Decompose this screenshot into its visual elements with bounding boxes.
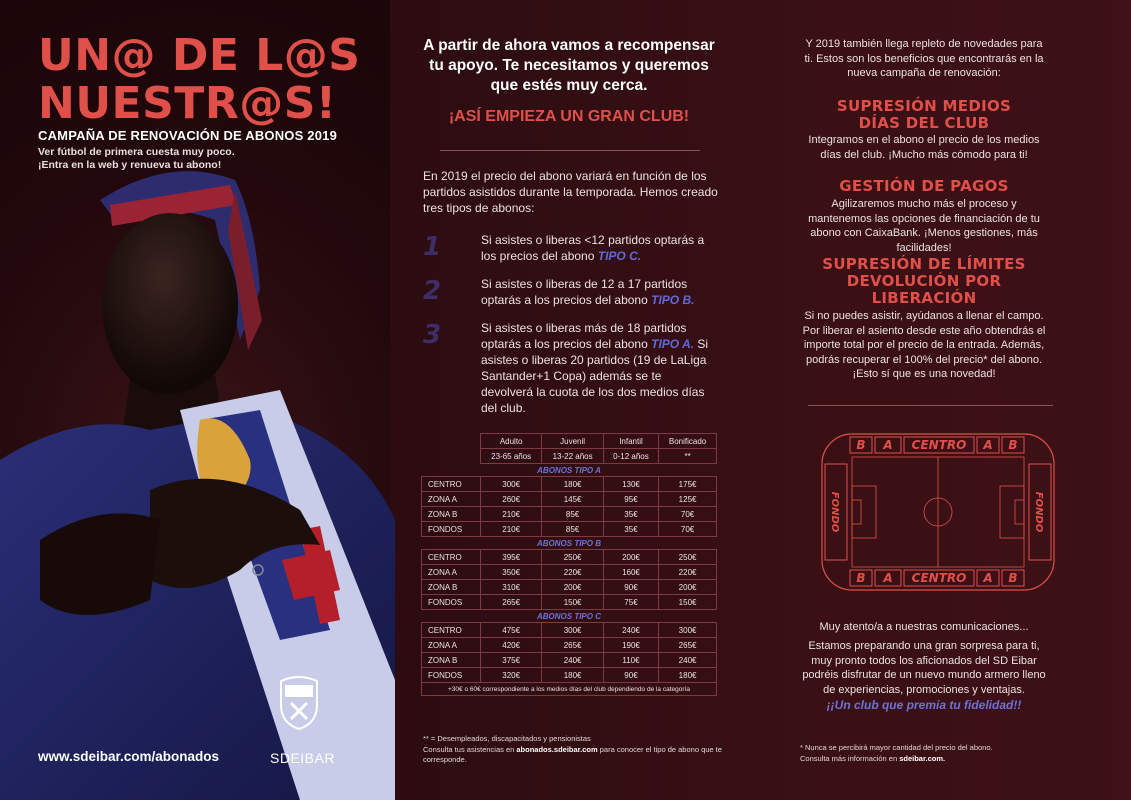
price-cell: 175€ xyxy=(659,477,717,492)
table-row xyxy=(422,623,717,638)
price-cell: 145€ xyxy=(542,492,603,507)
price-cell: 90€ xyxy=(603,668,658,683)
stand-centro: CENTRO xyxy=(911,571,967,585)
blank-cell xyxy=(422,449,481,464)
note-line-1: * Nunca se percibirá mayor cantidad del precio del abono. xyxy=(800,743,993,752)
price-cell: 300€ xyxy=(480,477,541,492)
stand-b: B xyxy=(856,571,866,585)
price-cell: 180€ xyxy=(542,477,603,492)
benefit-title-line: DÍAS DEL CLUB xyxy=(858,114,990,132)
step-number: 3 xyxy=(423,320,442,350)
table-header-row xyxy=(422,434,717,449)
closing-slogan: ¡¡Un club que premia tu fidelidad!! xyxy=(826,698,1022,712)
benefit-title-line: SUPRESIÓN DE LÍMITES xyxy=(822,255,1026,273)
brand-wordmark: SDEIBAR xyxy=(270,750,335,766)
sd-eibar-crest-icon xyxy=(277,675,321,731)
zone-label: CENTRO xyxy=(422,477,481,492)
divider xyxy=(440,150,700,151)
tipo-label: TIPO B. xyxy=(651,293,695,307)
fan-photo xyxy=(0,160,395,800)
benefit-title-line: LIBERACIÓN xyxy=(871,289,977,307)
section-title-row xyxy=(422,610,717,623)
note-line-1: ** = Desempleados, discapacitados y pensionistas xyxy=(423,734,591,743)
stand-a: A xyxy=(983,571,993,585)
headline xyxy=(38,32,368,128)
price-cell: 190€ xyxy=(603,638,658,653)
price-cell: 250€ xyxy=(659,550,717,565)
surprise-text: Estamos preparando una gran sorpresa para ti, muy pronto todos los aficionados del SD Eibar podréis disfrutar de un nuevo mundo armero lleno de experiencias, promociones y ventajas. xyxy=(802,640,1046,696)
note-line-2 xyxy=(423,745,723,766)
price-cell: 70€ xyxy=(659,507,717,522)
step-text xyxy=(481,320,713,416)
stand-fondo-left: FONDO xyxy=(829,491,840,533)
table-row xyxy=(422,565,717,580)
tipo-label: TIPO A. xyxy=(651,337,695,351)
price-cell: 90€ xyxy=(603,580,658,595)
price-cell: 210€ xyxy=(480,522,541,537)
price-cell: 125€ xyxy=(659,492,717,507)
zone-label: FONDOS xyxy=(422,668,481,683)
stand-b: B xyxy=(1008,571,1018,585)
step-description: Si asistes o liberas más de 18 partidos optarás a los precios del abono xyxy=(481,321,687,351)
tipo-label: TIPO C. xyxy=(597,249,642,263)
campaign-title: CAMPAÑA DE RENOVACIÓN DE ABONOS 2019 xyxy=(38,128,338,143)
stand-b: B xyxy=(856,438,866,452)
stadium-map xyxy=(820,432,1056,592)
section-title: ABONOS TIPO A xyxy=(537,465,601,475)
price-cell: 320€ xyxy=(480,668,541,683)
table-row xyxy=(422,507,717,522)
step-extra: Si asistes o liberas 20 partidos (19 de LaLiga Santander+1 Copa) además se te devolverá la cuota de los dos medios días del club. xyxy=(481,337,709,415)
column-header: Bonificado xyxy=(659,434,717,449)
price-cell: 300€ xyxy=(659,623,717,638)
column-header: Infantil xyxy=(603,434,658,449)
age-range: 23-65 años xyxy=(480,449,541,464)
campaign-subtitle xyxy=(38,146,235,172)
price-cell: 200€ xyxy=(542,580,603,595)
intro-text xyxy=(418,36,720,96)
abonados-link[interactable]: www.sdeibar.com/abonados xyxy=(38,749,220,764)
column-header: Juvenil xyxy=(542,434,603,449)
price-cell: 300€ xyxy=(542,623,603,638)
zone-label: ZONA B xyxy=(422,580,481,595)
zone-label: FONDOS xyxy=(422,595,481,610)
zone-label: CENTRO xyxy=(422,550,481,565)
step-description: Si asistes o liberas <12 partidos optarás a los precios del abono xyxy=(481,233,705,263)
age-range: ** xyxy=(659,449,717,464)
subtitle-line-2: ¡Entra en la web y renueva tu abono! xyxy=(38,159,222,171)
price-cell: 240€ xyxy=(542,653,603,668)
zone-label: ZONA B xyxy=(422,507,481,522)
price-cell: 110€ xyxy=(603,653,658,668)
section-title-row xyxy=(422,464,717,477)
right-notes xyxy=(800,743,1060,764)
table-row xyxy=(422,580,717,595)
slogan: ¡ASÍ EMPIEZA UN GRAN CLUB! xyxy=(448,108,690,125)
price-cell: 85€ xyxy=(542,522,603,537)
table-row xyxy=(422,653,717,668)
intro-line-1: A partir de ahora vamos a recompensar xyxy=(423,37,715,54)
price-cell: 35€ xyxy=(603,507,658,522)
section-title: ABONOS TIPO C xyxy=(536,611,601,621)
stand-fondo-right: FONDO xyxy=(1033,491,1044,533)
left-column xyxy=(0,0,395,800)
benefit-2-text: Agilizaremos mucho más el proceso y mantenemos las opciones de financiación de tu abono con CaixaBank. ¡Menos gestiones, más facilidades! xyxy=(808,198,1040,254)
zone-label: ZONA A xyxy=(422,565,481,580)
stand-a: A xyxy=(983,438,993,452)
price-cell: 310€ xyxy=(480,580,541,595)
stand-a: A xyxy=(883,571,893,585)
zone-label: ZONA A xyxy=(422,638,481,653)
price-cell: 85€ xyxy=(542,507,603,522)
price-cell: 240€ xyxy=(603,623,658,638)
note-text: Consulta más información en xyxy=(800,753,900,763)
headline-line-2: NUESTR@S! xyxy=(38,78,337,129)
asistencias-link[interactable]: abonados.sdeibar.com xyxy=(516,744,598,754)
price-cell: 265€ xyxy=(659,638,717,653)
stand-a: A xyxy=(883,438,893,452)
table-row xyxy=(422,550,717,565)
table-row xyxy=(422,477,717,492)
benefit-title-line: DEVOLUCIÓN POR xyxy=(846,272,1002,290)
price-cell: 240€ xyxy=(659,653,717,668)
price-cell: 35€ xyxy=(603,522,658,537)
price-cell: 350€ xyxy=(480,565,541,580)
table-footnote-row xyxy=(422,683,717,696)
benefit-1-title xyxy=(800,98,1048,132)
zone-label: ZONA A xyxy=(422,492,481,507)
subtitle-line-1: Ver fútbol de primera cuesta muy poco. xyxy=(38,146,235,158)
benefit-title-line: SUPRESIÓN MEDIOS xyxy=(836,97,1012,115)
table-row xyxy=(422,522,717,537)
section-title: ABONOS TIPO B xyxy=(536,538,601,548)
price-cell: 265€ xyxy=(542,638,603,653)
novedades-intro: Y 2019 también llega repleto de novedades para ti. Estos son los beneficios que encontrarás en la nueva campaña de renovación: xyxy=(804,38,1044,79)
divider xyxy=(808,405,1053,406)
table-row xyxy=(422,595,717,610)
price-cell: 200€ xyxy=(659,580,717,595)
price-cell: 70€ xyxy=(659,522,717,537)
headline-line-1: UN@ DE L@S xyxy=(38,30,361,81)
price-cell: 200€ xyxy=(603,550,658,565)
zone-label: FONDOS xyxy=(422,522,481,537)
age-range: 13-22 años xyxy=(542,449,603,464)
price-cell: 160€ xyxy=(603,565,658,580)
table-row xyxy=(422,638,717,653)
section-title-row xyxy=(422,537,717,550)
price-cell: 220€ xyxy=(659,565,717,580)
price-table xyxy=(421,433,717,696)
benefit-3-text: Si no puedes asistir, ayúdanos a llenar el campo. Por liberar el asiento desde este año obtendrás el importe total por el precio de la entrada. Además, podrás recuperar el 100% del precio* del abono. ¡Esto sí que es una novedad! xyxy=(802,310,1046,380)
price-cell: 180€ xyxy=(542,668,603,683)
price-cell: 130€ xyxy=(603,477,658,492)
pitch xyxy=(852,457,1024,567)
price-cell: 220€ xyxy=(542,565,603,580)
price-cell: 420€ xyxy=(480,638,541,653)
price-cell: 475€ xyxy=(480,623,541,638)
note-text: Consulta tus asistencias en xyxy=(423,744,517,754)
price-cell: 75€ xyxy=(603,595,658,610)
column-header: Adulto xyxy=(480,434,541,449)
price-cell: 95€ xyxy=(603,492,658,507)
table-age-row xyxy=(422,449,717,464)
age-range: 0-12 años xyxy=(603,449,658,464)
table-footnote: +30€ o 60€ correspondiente a los medios días del club dependiendo de la categoría xyxy=(422,683,717,696)
intro-line-3: que estés muy cerca. xyxy=(490,77,648,94)
stand-centro: CENTRO xyxy=(911,438,967,452)
price-cell: 265€ xyxy=(480,595,541,610)
price-cell: 260€ xyxy=(480,492,541,507)
zone-label: ZONA B xyxy=(422,653,481,668)
blank-cell xyxy=(422,434,481,449)
note-text: para conocer el tipo de abono que te corresponde. xyxy=(423,744,722,764)
sdeibar-link[interactable]: sdeibar.com. xyxy=(899,753,946,763)
step-text xyxy=(481,276,713,308)
table-row xyxy=(422,668,717,683)
attention-text: Muy atento/a a nuestras comunicaciones... xyxy=(819,621,1029,633)
benefit-3-title xyxy=(800,256,1048,307)
price-cell: 210€ xyxy=(480,507,541,522)
step-text xyxy=(481,232,713,264)
price-cell: 150€ xyxy=(659,595,717,610)
price-cell: 375€ xyxy=(480,653,541,668)
zone-label: CENTRO xyxy=(422,623,481,638)
price-cell: 395€ xyxy=(480,550,541,565)
benefit-1-text: Integramos en el abono el precio de los medios días del club. ¡Mucho más cómodo para ti! xyxy=(808,134,1040,161)
table-notes xyxy=(423,734,723,766)
table-row xyxy=(422,492,717,507)
step-description: Si asistes o liberas de 12 a 17 partidos optarás a los precios del abono xyxy=(481,277,688,307)
pricing-paragraph: En 2019 el precio del abono variará en función de los partidos asistidos durante la temporada. Hemos creado tres tipos de abonos: xyxy=(423,169,718,215)
note-line-2 xyxy=(800,754,1060,765)
intro-line-2: tu apoyo. Te necesitamos y queremos xyxy=(429,57,709,74)
step-number: 1 xyxy=(423,232,442,262)
price-cell: 150€ xyxy=(542,595,603,610)
price-cell: 250€ xyxy=(542,550,603,565)
price-cell: 180€ xyxy=(659,668,717,683)
stand-b: B xyxy=(1008,438,1018,452)
benefit-2-title: GESTIÓN DE PAGOS xyxy=(839,177,1009,195)
step-number: 2 xyxy=(423,276,442,306)
